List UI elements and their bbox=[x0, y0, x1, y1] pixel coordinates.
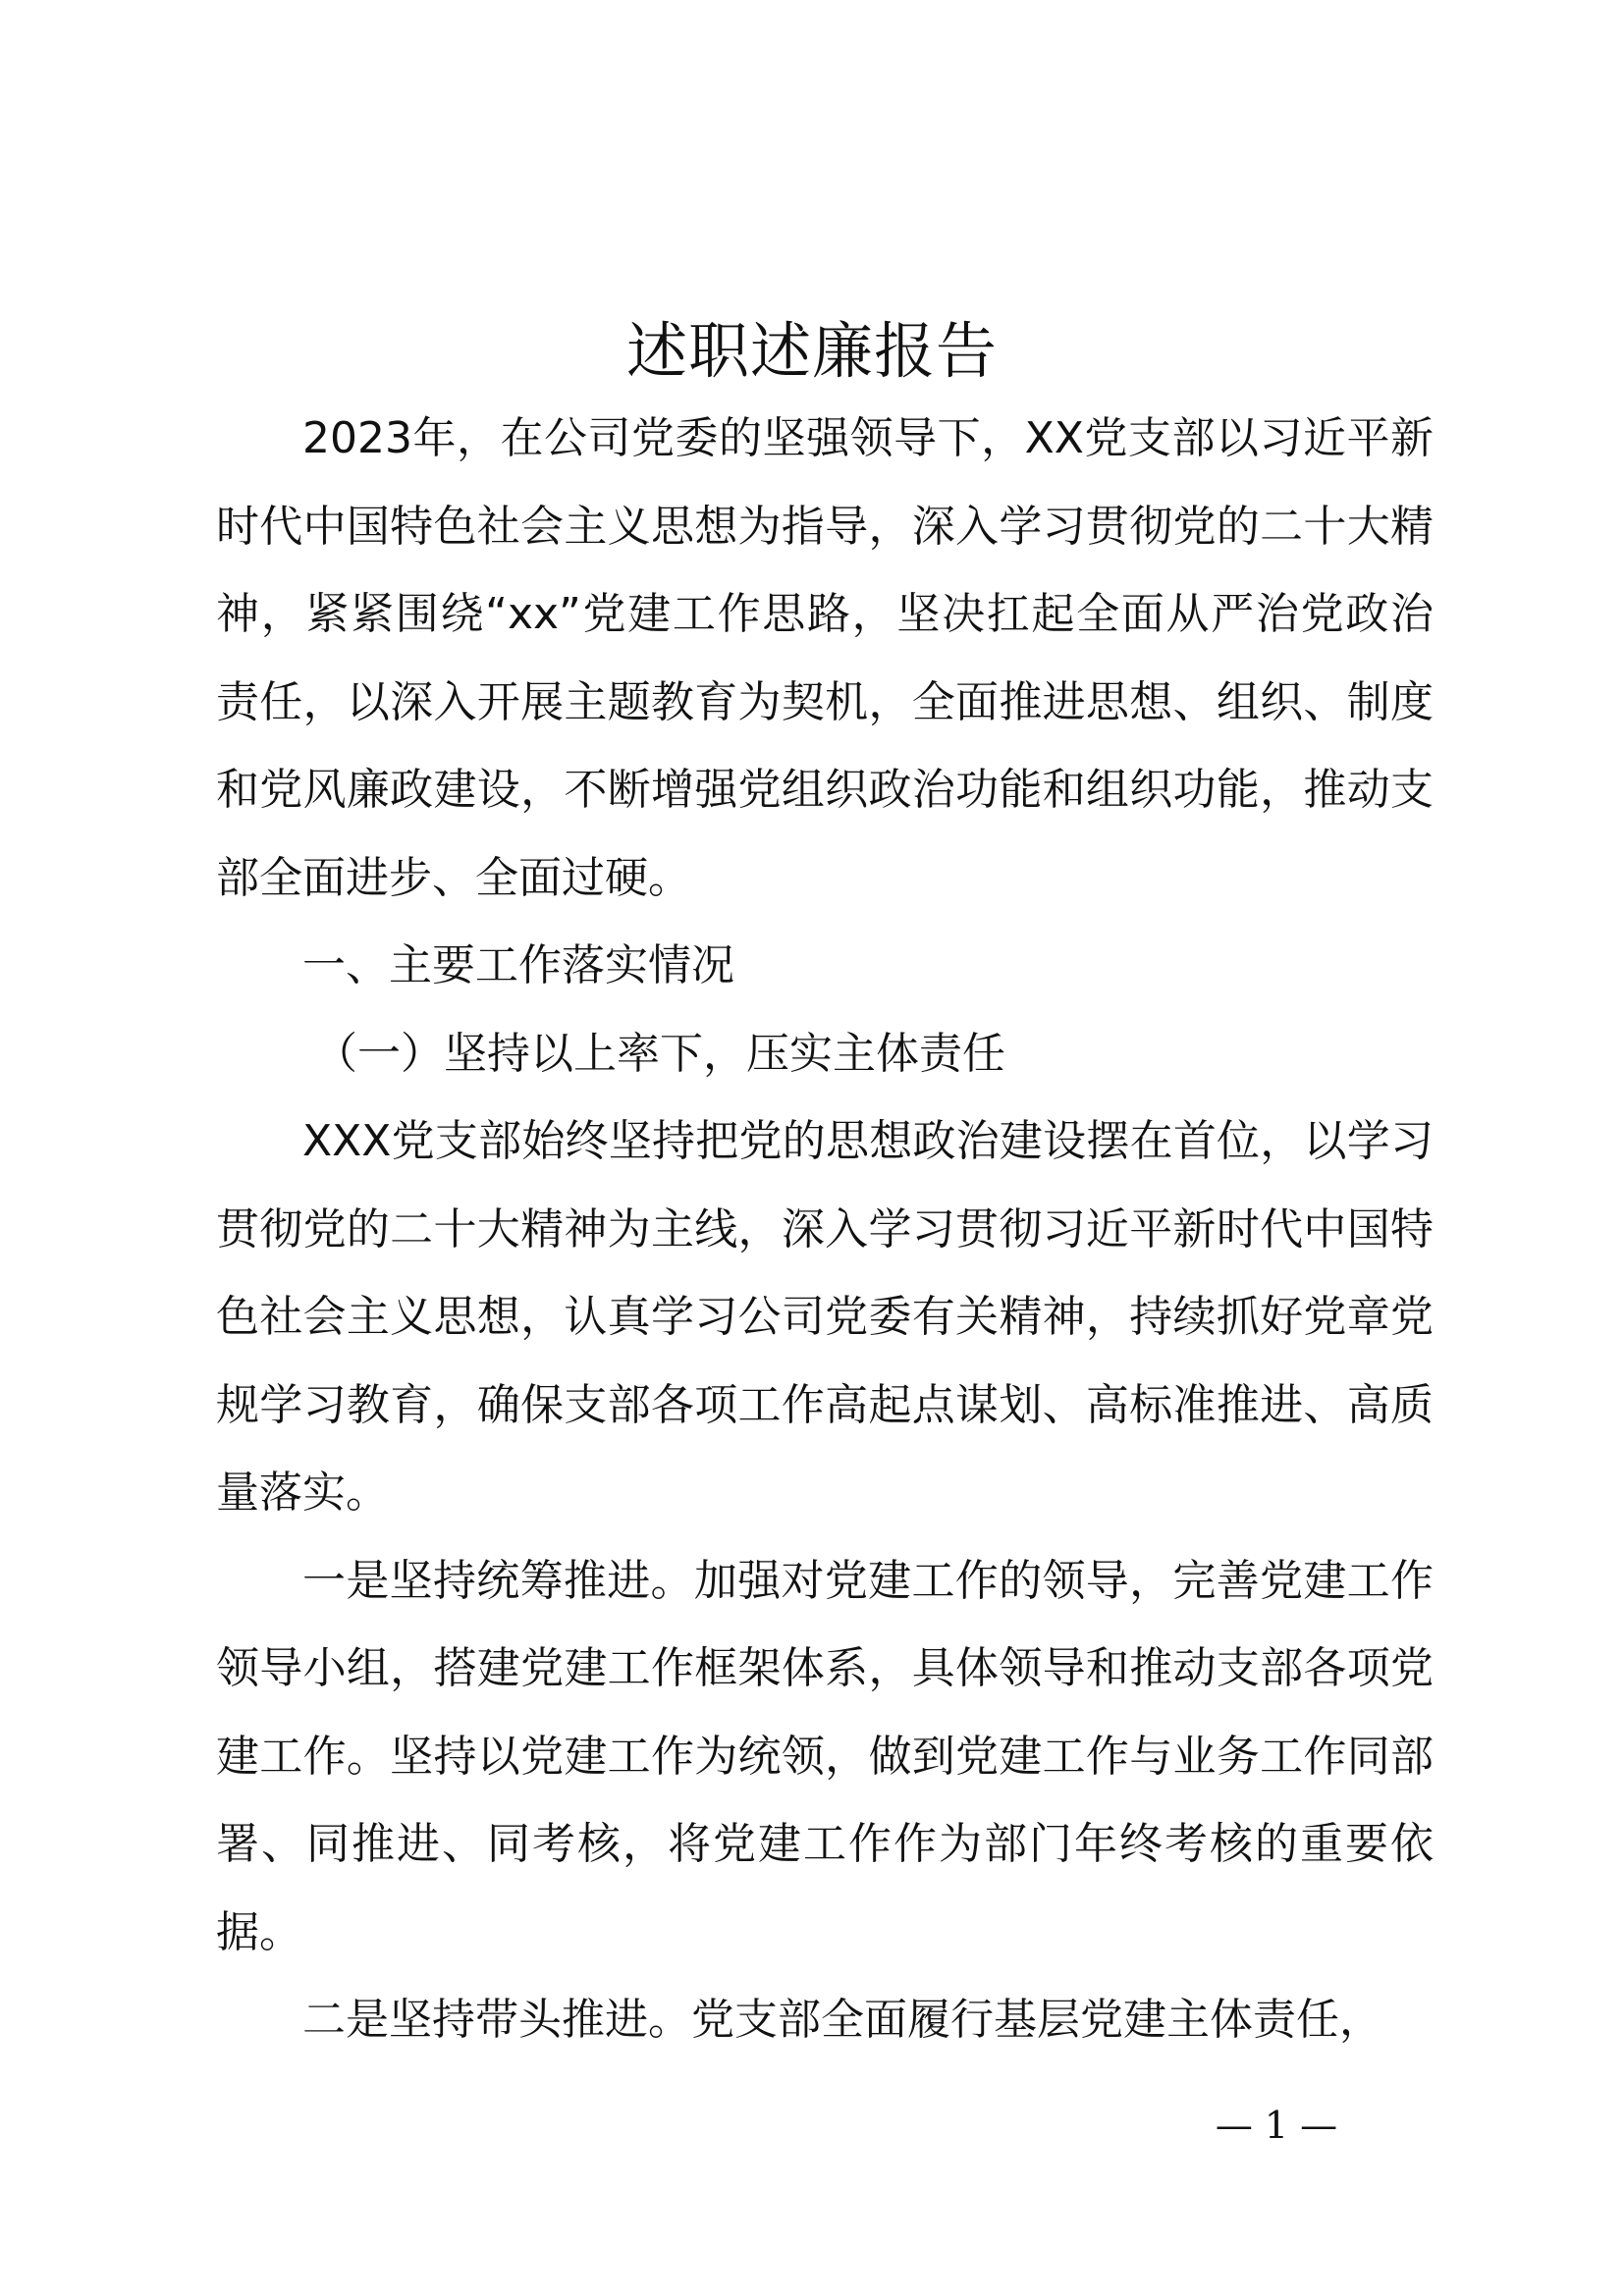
paragraph-party-building: XXX党支部始终坚持把党的思想政治建设摆在首位，以学习贯彻党的二十大精神为主线，深入学习贯彻习近平新时代中国特色社会主义思想，认真学习公司党委有关精神，持续抓好党章党规学习教育，确保支部各项工作高起点谋划、高标准推进、高质量落实。 bbox=[216, 1116, 1434, 1518]
document-title: 述职述廉报告 bbox=[625, 315, 998, 387]
section-heading-main-work: 一、主要工作落实情况 bbox=[302, 940, 734, 990]
page-number: — 1 — bbox=[1215, 2104, 1338, 2147]
paragraph-intro: 2023年，在公司党委的坚强领导下，XX党支部以习近平新时代中国特色社会主义思想为指导，深入学习贯彻党的二十大精神，紧紧围绕“xx”党建工作思路，坚决扛起全面从严治党政治责任，以深入开展主题教育为契机，全面推进思想、组织、制度和党风廉政建设，不断增强党组织政治功能和组织功能，推动支部全面进步、全面过硬。 bbox=[216, 413, 1434, 903]
subsection-heading-responsibility: （一）坚持以上率下，压实主体责任 bbox=[314, 1028, 1005, 1079]
document-body bbox=[216, 395, 1434, 2064]
paragraph-leading-by-example: 二是坚持带头推进。党支部全面履行基层党建主体责任， bbox=[302, 1995, 1382, 2045]
paragraph-overall-planning: 一是坚持统筹推进。加强对党建工作的领导，完善党建工作领导小组，搭建党建工作框架体系，具体领导和推动支部各项党建工作。坚持以党建工作为统领，做到党建工作与业务工作同部署、同推进、同考核，将党建工作作为部门年终考核的重要依据。 bbox=[216, 1555, 1434, 1957]
